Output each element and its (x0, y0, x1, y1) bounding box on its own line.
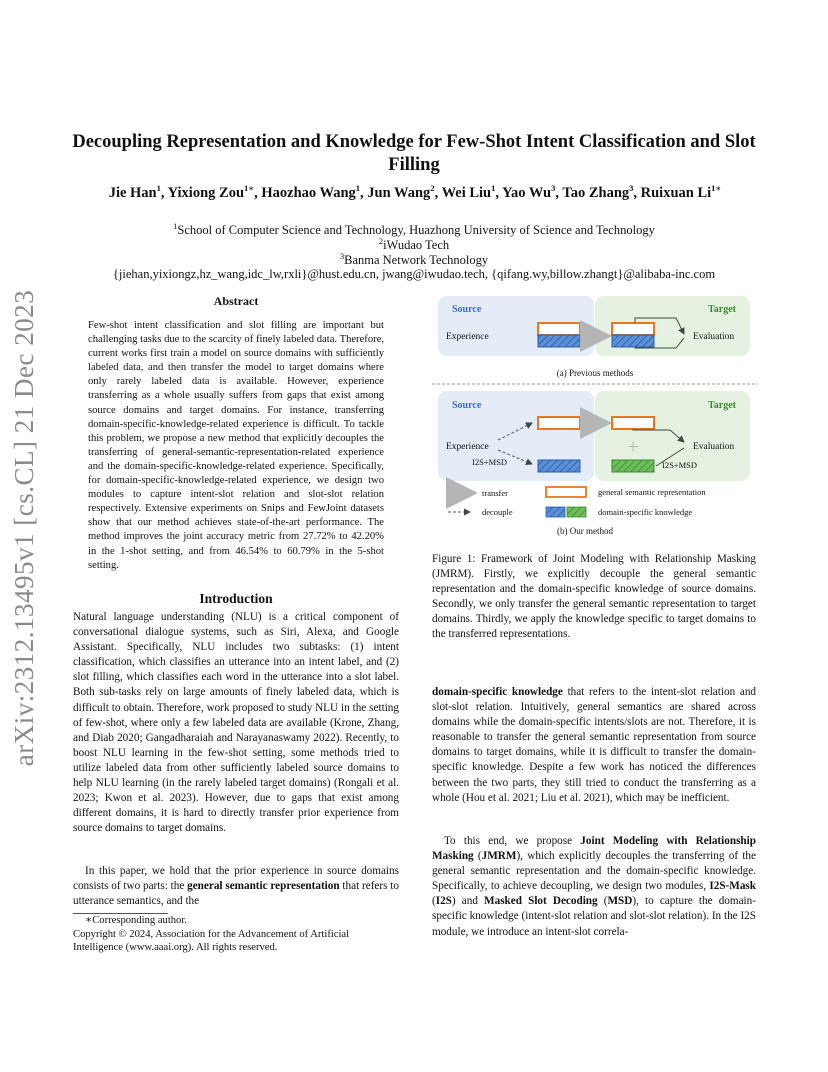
author-emails: {jiehan,yixiongz,hz_wang,idc_lw,rxli}@hust.edu.cn, jwang@iwudao.tech, {qifang.wy,billow.zhangt}@alibaba-inc.com (112, 267, 716, 281)
author-name: Wei Liu (441, 185, 492, 201)
source-label-a: Source (452, 304, 482, 315)
experience-label-a: Experience (446, 332, 489, 342)
author-name: Haozhao Wang (261, 185, 356, 201)
author-affiliation-mark: 1 (491, 183, 496, 194)
footnotes (73, 914, 399, 955)
subcaption-a: (a) Previous methods (556, 368, 634, 378)
intro-paragraph-1: Natural language understanding (NLU) is a critical component of conversational dialogue systems, such as Siri, Alexa, and Google Assistant. Specifically, NLU includes two subtasks: (1) intent classification, which classifies an utterance into an intent label, and (2) slot filling, which classifies each word in the utterance into a slot label. Both sub-tasks rely on large amounts of finely labeled data, which is difficult to obtain. Therefore, work proposed to study NLU in the setting of few-shot, where only a few labeled data are available (Krone, Zhang, and Diab 2020; Gangadharaiah and Narayanaswamy 2022). Recently, to boost NLU learning in the few-shot setting, some methods tried to utilize labeled data from other sufficiently labeled source domains to help NLU learning (in the rarely labeled target domains) (Rongali et al. 2023; Kwon et al. 2023). However, due to gaps that exist among different domains, it is hard to directly transfer prior experience from source domains to target domains. (73, 611, 399, 835)
author-affiliation-mark: 1∗ (244, 183, 255, 194)
author-affiliation-mark: 1 (156, 183, 161, 194)
author-name: Jie Han (108, 185, 157, 201)
evaluation-label-a: Evaluation (693, 332, 735, 342)
framework-diagram (430, 290, 760, 542)
intro-paragraph-2: In this paper, we hold that the prior experience in source domains consists of two parts: the general semantic representation that refers to utterance semantics, and the (73, 865, 399, 908)
figure-caption: Figure 1: Framework of Joint Modeling with Relationship Masking (JMRM). Firstly, we explicitly decouple the general semantic representation and the domain-specific knowledge of source domains. Secondly, we only transfer the general semantic representation to target domains. Thirdly, we apply the knowledge specific to target domains to the transferred representations. (432, 553, 756, 641)
author-list: Jie Han$^1$, Yixiong Zou$^{1∗}$, Haozhao Wang$^1$, Jun Wang$^2$, Wei Liu$^1$, Yao Wu$^3$, Tao Zhang$^3$, Ruixuan $Li^{1∗}$ (108, 183, 722, 201)
i2s-msd-target-label: I2S+MSD (662, 460, 698, 470)
arxiv-stamp: arXiv:2312.13495v1 [cs.CL] 21 Dec 2023 (9, 289, 39, 767)
author-affiliation-mark: 1 (355, 183, 361, 194)
author-name: Yixiong Zou (167, 185, 245, 201)
author-name: Jun Wang (367, 185, 431, 201)
legend-domain-swatch-green (567, 507, 586, 517)
introduction-heading: Introduction (199, 591, 273, 606)
evaluation-label-b: Evaluation (693, 442, 735, 452)
corresponding-author-note: ∗Corresponding author. (85, 915, 187, 926)
author-affiliation-mark: 3 (551, 183, 556, 194)
figure-1 (430, 290, 760, 542)
subcaption-b: (b) Our method (557, 526, 613, 536)
affiliation-3: $^3$Banma Network Technology (339, 250, 489, 267)
legend-decouple-label: decouple (482, 507, 513, 517)
source-label-b: Source (452, 400, 482, 411)
legend-general-swatch (546, 487, 586, 497)
abstract-heading: Abstract (213, 294, 259, 308)
copyright-notice: Copyright © 2024, Association for the Advancement of Artificial Intelligence (www.aaai.org). All rights reserved. (73, 928, 350, 953)
legend-domain-label: domain-specific knowledge (598, 507, 693, 517)
legend-transfer-label: transfer (482, 488, 508, 498)
i2s-msd-source-label: I2S+MSD (472, 457, 508, 467)
target-label-b: Target (708, 400, 736, 411)
author-name: Yao Wu (502, 185, 552, 201)
target-label-a: Target (708, 304, 736, 315)
legend-domain-swatch-blue (546, 507, 565, 517)
abstract-text: Few-shot intent classification and slot filling are important but challenging tasks due to the scarcity of finely labeled data. Therefore, current works first train a model on source domains with sufficiently labeled data, and then transfer the model to target domains where only rarely labeled data is available. However, experience transferring as a whole usually suffers from gaps that exist among source domains and target domains. For instance, transferring domain-specific-knowledge-related experience is difficult. To tackle this problem, we propose a new method that explicitly decouples the transferring of general-semantic-representation-related experience and the domain-specific-knowledge-related experience. Specifically, for domain-specific-knowledge-related experience, we design two modules to capture intent-slot relation and slot-slot relation respectively. Extensive experiments on Snips and FewJoint datasets show that our method achieves state-of-the-art performance. The method improves the joint accuracy metric from 27.72% to 42.20% in the 1-shot setting, and from 46.54% to 60.79% in the 5-shot setting. (88, 320, 384, 571)
author-affiliation-mark: 3 (629, 183, 634, 194)
plus-icon: + (627, 436, 639, 458)
legend-general-label: general semantic representation (598, 487, 706, 497)
author-affiliation-mark: 1∗ (711, 183, 722, 194)
author-name: Tao Zhang (562, 185, 630, 201)
experience-label-b: Experience (446, 442, 489, 452)
affiliation-2: $^2$iWudao Tech (378, 235, 450, 252)
author-affiliation-mark: 2 (430, 183, 435, 194)
right-paragraph-1: domain-specific knowledge that refers to the intent-slot relation and slot-slot relation. Intuitively, general semantics are shared across domains while the domain-specific intents/slots are not. Therefore, it is reasonable to transfer the general semantic representation from source domains to target domains, while it is difficult to transfer the domain-specific knowledge. Despite a few work has noticed the differences between the two parts, they still tried to conduct the transferring as a whole (Hou et al. 2021; Liu et al. 2021), which may be inefficient. (432, 686, 757, 804)
right-paragraph-2: To this end, we propose Joint Modeling with Relationship Masking (JMRM), which explicitly decouples the transferring of the general semantic representation and the domain-specific knowledge. Specifically, to achieve decoupling, we design two modules, I2S-Mask (I2S) and Masked Slot Decoding (MSD), to capture the domain-specific knowledge (intent-slot relation and slot-slot relation). In the I2S module, we introduce an intent-slot correla- (432, 835, 756, 938)
paper-title: Decoupling Representation and Knowledge for Few-Shot Intent Classification and Slot Filling (72, 132, 756, 175)
affiliation-1: $^1$School of Computer Science and Technology, Huazhong University of Science and Technology (173, 220, 655, 237)
author-name: Ruixuan Li (640, 185, 712, 201)
